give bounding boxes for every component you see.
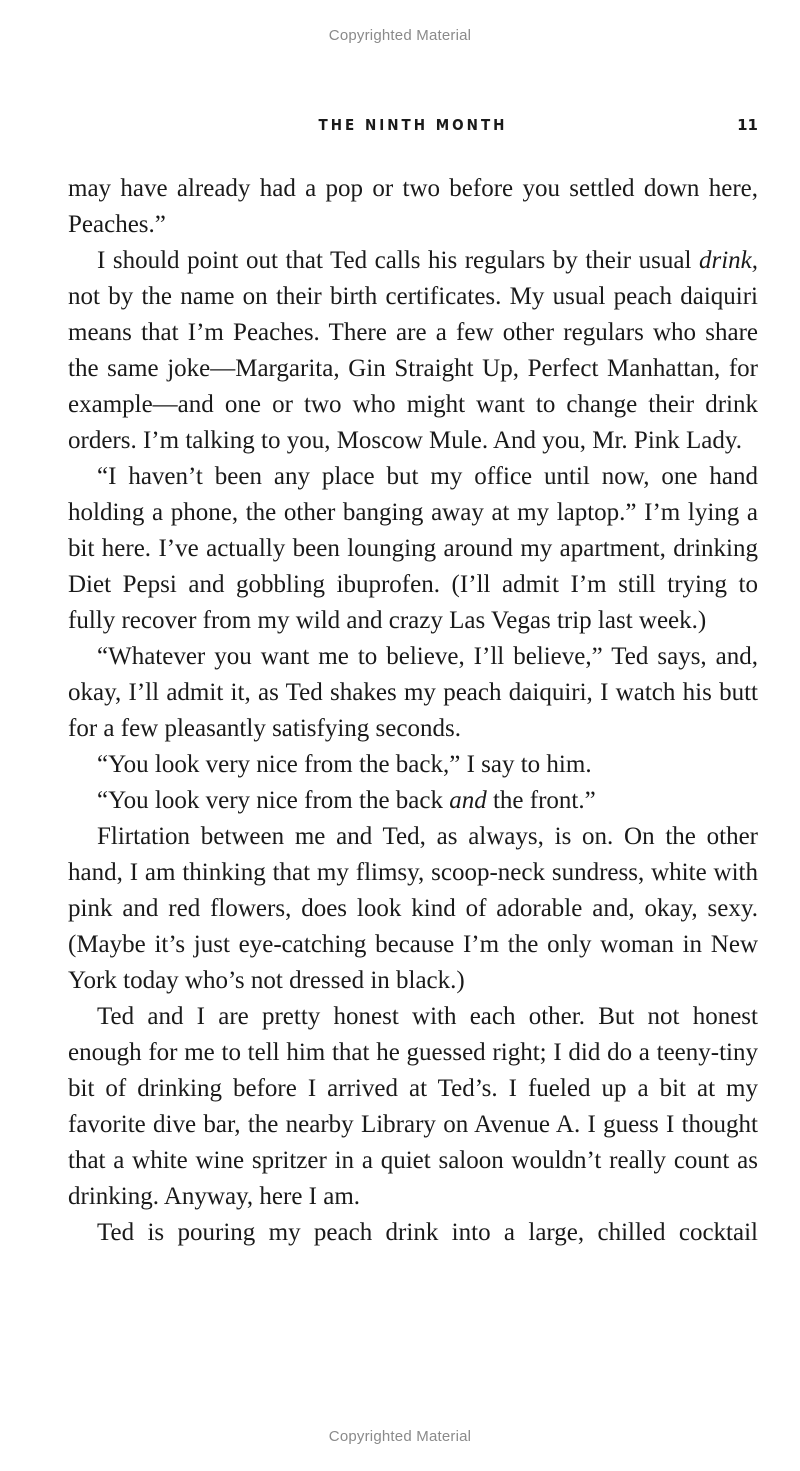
paragraph-back: “You look very nice from the back,” I say to him. [97, 751, 592, 778]
chapter-title: THE NINTH MONTH [318, 116, 508, 134]
paragraph-office: “I haven’t been any place but my office until now, one hand holding a phone, the other banging away at my laptop.” I’m lying a bit here. I’ve actually been lounging around my apartment, drinking Diet Pepsi and gobbling ibuprofen. (I’ll admit I’m still trying to fully recover from my wild and crazy Las Vegas trip last week.) [68, 463, 758, 634]
paragraph-text: I should point out that Ted calls his regulars by their usual [97, 247, 699, 274]
copyright-watermark-top: Copyrighted Material [328, 27, 472, 44]
paragraph-front [68, 783, 758, 819]
paragraph-pouring: Ted is pouring my peach drink into a large, chilled cocktail [97, 1219, 758, 1246]
copyright-watermark-bottom: Copyrighted Material [328, 1428, 472, 1445]
paragraph-text: not by the name on their birth certificates. My usual peach daiquiri means that I’m Peaches. There are a few other regulars who share the same joke—Margarita, Gin Straight Up, Perfect Manhattan, for example—and one or two who might want to change their drink orders. I’m talking to you, Moscow Mule. And you, Mr. Pink Lady. [68, 283, 758, 454]
italic-word: and [449, 787, 487, 814]
paragraph-flirtation: Flirtation between me and Ted, as always, is on. On the other hand, I am thinking that my flimsy, scoop-neck sundress, white with pink and red flowers, does look kind of adorable and, okay, sexy. (Maybe it’s just eye-catching because I’m the only woman in New York today who’s not dressed in black.) [68, 823, 758, 994]
running-head [68, 113, 758, 137]
italic-word: drink, [698, 247, 758, 274]
page-number: 11 [737, 116, 758, 134]
paragraph-believe: “Whatever you want me to believe, I’ll believe,” Ted says, and, okay, I’ll admit it, as Ted shakes my peach daiquiri, I watch his butt for a few pleasantly satisfying seconds. [68, 643, 758, 742]
paragraph-continued: may have already had a pop or two before you settled down here, Peaches.” [68, 175, 758, 238]
paragraph-text: “You look very nice from the back [97, 787, 450, 814]
paragraph-text: the front.” [486, 787, 596, 814]
body-text [68, 171, 758, 1251]
paragraph-honest: Ted and I are pretty honest with each other. But not honest enough for me to tell him that he guessed right; I did do a teeny-tiny bit of drinking before I arrived at Ted’s. I fueled up a bit at my favorite dive bar, the nearby Library on Avenue A. I guess I thought that a white wine spritzer in a quiet saloon wouldn’t really count as drinking. Anyway, here I am. [68, 1003, 758, 1210]
paragraph-regulars [68, 243, 758, 459]
